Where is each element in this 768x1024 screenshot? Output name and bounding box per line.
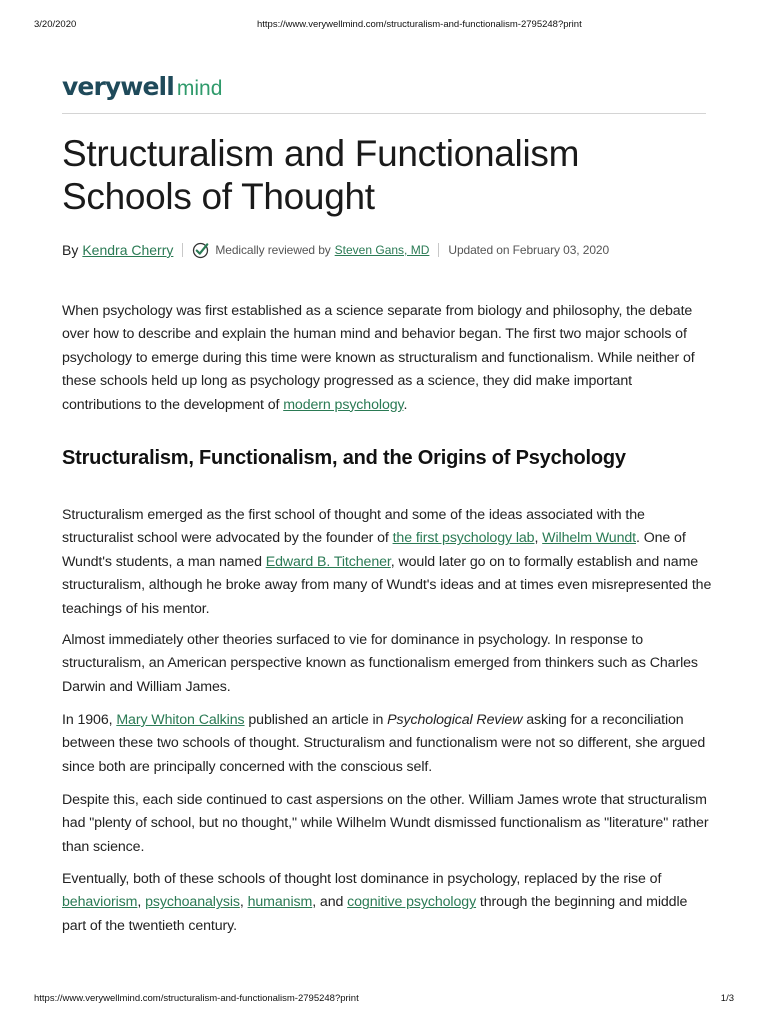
paragraph-structuralism — [62, 504, 712, 621]
reviewed-label: Medically reviewed by — [215, 243, 331, 257]
paragraph-text: Eventually, both of these schools of thought lost dominance in psychology, replaced by the rise of — [62, 871, 662, 887]
paragraph-text: Despite this, each side continued to cast aspersions on the other. William James wrote that structuralism had "plenty of school, but no thought," while Wilhelm Wundt dismissed functionalism as "literature" rather than science. — [62, 792, 709, 855]
author-link[interactable]: Kendra Cherry — [82, 242, 174, 258]
page-number: 1/3 — [720, 993, 734, 1004]
byline — [62, 240, 609, 260]
paragraph-text: , — [534, 530, 543, 547]
print-date: 3/20/2020 — [34, 19, 77, 30]
paragraph-text: published an article in — [244, 712, 388, 728]
footer-url: https://www.verywellmind.com/structuralism-and-functionalism-2795248?print — [34, 993, 359, 1004]
intro-text: When psychology was first established as a science separate from biology and philosophy, the debate over how to describe and explain the human mind and behavior began. The first two major schools of psychology to emerge during this time were known as structuralism and functionalism. While neither of these schools held up long as psychology progressed as a science, they did make important contributions to the development of — [62, 303, 695, 413]
paragraph-text: In 1906, — [62, 712, 117, 728]
paragraph-calkins — [62, 709, 712, 779]
mary-whiton-calkins-link[interactable]: Mary Whiton Calkins — [116, 712, 245, 728]
paragraph-aspersions — [62, 789, 712, 859]
section-heading: Structuralism, Functionalism, and the Origins of Psychology — [62, 447, 626, 469]
behaviorism-link[interactable]: behaviorism — [62, 894, 138, 911]
paragraph-text: Almost immediately other theories surfaced to vie for dominance in psychology. In response to structuralism, an American perspective known as functionalism emerged from thinkers such as Charles Darwin and William James. — [62, 632, 698, 695]
print-url: https://www.verywellmind.com/structuralism-and-functionalism-2795248?print — [257, 19, 582, 30]
intro-paragraph — [62, 300, 712, 417]
logo-word: verywell — [62, 72, 174, 101]
check-circle-icon — [192, 241, 210, 259]
edward-titchener-link[interactable]: Edward B. Titchener — [265, 553, 391, 570]
humanism-link[interactable]: humanism — [247, 894, 313, 911]
paragraph-text: , — [137, 894, 146, 911]
paragraph-decline — [62, 868, 712, 938]
site-logo[interactable] — [62, 72, 222, 101]
paragraph-functionalism — [62, 629, 712, 699]
article-title: Structuralism and Functionalism Schools of Thought — [62, 133, 580, 217]
wilhelm-wundt-link[interactable]: Wilhelm Wundt — [542, 530, 637, 547]
header-divider — [62, 113, 706, 114]
first-psychology-lab-link[interactable]: the first psychology lab — [392, 530, 535, 547]
paragraph-text: , — [239, 894, 248, 911]
byline-separator — [182, 243, 183, 257]
logo-sub: mind — [176, 77, 223, 100]
updated-date: Updated on February 03, 2020 — [448, 243, 610, 257]
paragraph-text: . One of Wundt's students, a man named — [62, 530, 686, 570]
journal-title: Psychological Review — [387, 712, 523, 728]
paragraph-text: asking for a reconciliation between these two schools of thought. Structuralism and functionalism were not so different, she argued since both are principally concerned with the conscious self. — [62, 712, 706, 775]
modern-psychology-link[interactable]: modern psychology — [283, 396, 404, 413]
byline-separator — [438, 243, 439, 257]
reviewer-link[interactable]: Steven Gans, MD — [334, 243, 430, 257]
paragraph-text: through the beginning and middle part of the twentieth century. — [62, 894, 688, 934]
paragraph-text: , would later go on to formally establish and name structuralism, although he broke away from many of Wundt's ideas and at times even misrepresented the teachings of his mentor. — [62, 553, 712, 617]
psychoanalysis-link[interactable]: psychoanalysis — [145, 894, 240, 911]
paragraph-text: , and — [312, 894, 348, 911]
intro-text-end: . — [403, 396, 408, 413]
byline-prefix: By — [62, 242, 79, 258]
cognitive-psychology-link[interactable]: cognitive psychology — [347, 894, 477, 911]
paragraph-text: Structuralism emerged as the first school of thought and some of the ideas associated with the structuralist school were advocated by the founder of — [62, 507, 645, 547]
